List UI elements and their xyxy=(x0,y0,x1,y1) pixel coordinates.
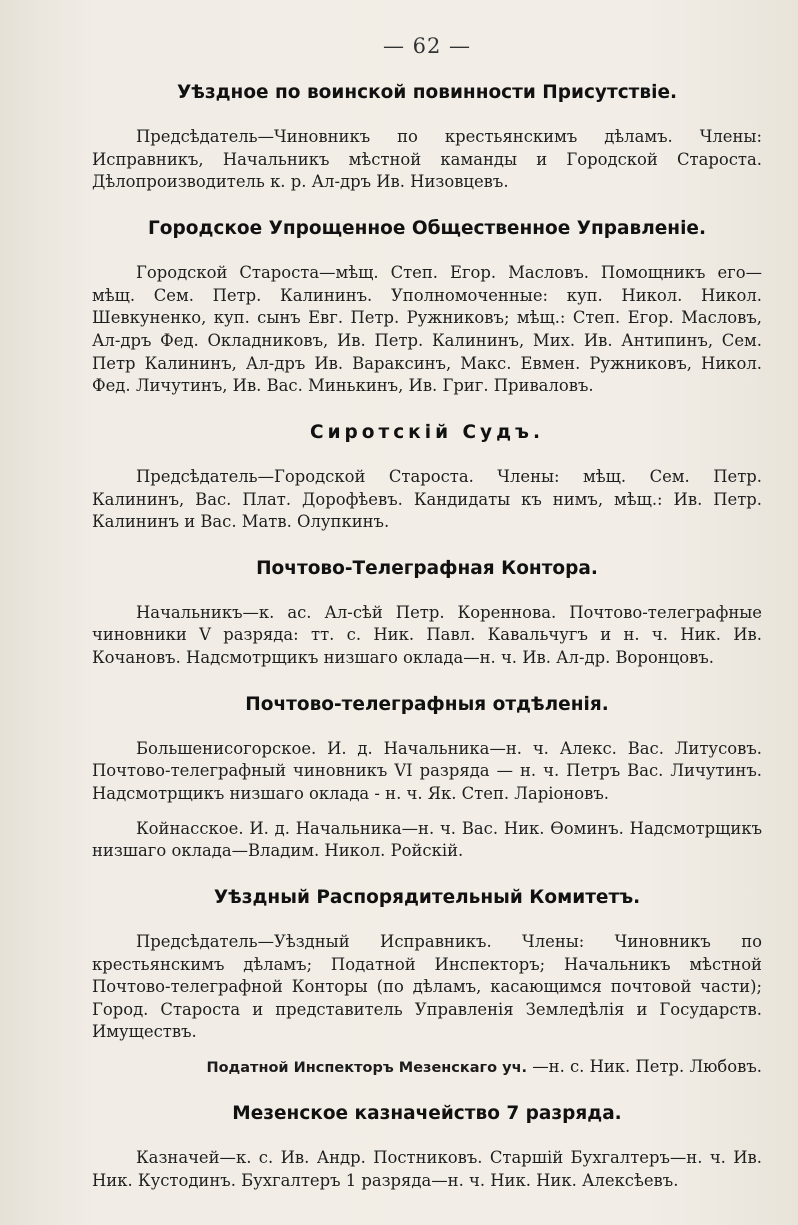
section-heading: Сиротскій Судъ. xyxy=(310,421,544,443)
section-heading: Уѣздный Распорядительный Комитетъ. xyxy=(213,886,641,908)
section-district-committee xyxy=(92,887,762,1079)
tax-inspector-name: —н. с. Ник. Петр. Любовъ. xyxy=(527,1056,762,1076)
section-paragraph: Большенисогорское. И. д. Начальника—н. ч. Алекс. Вас. Литусовъ. Почтово-телеграфный чиновникъ VI разряда — н. ч. Петръ Вас. Личутинъ. Надсмотрщикъ низшаго оклада - н. ч. Як. Степ. Ларіоновъ. xyxy=(92,738,762,804)
section-heading: Почтово-телеграфныя отдѣленія. xyxy=(245,693,609,715)
section-military-service-board xyxy=(92,82,762,194)
tax-inspector-title: Податной Инспекторъ Мезенскаго уч. xyxy=(206,1059,528,1076)
section-heading: Мезенское казначейство 7 разряда. xyxy=(232,1102,622,1124)
section-paragraph: Предсѣдатель—Уѣздный Исправникъ. Члены: Чиновникъ по крестьянскимъ дѣламъ; Податной Инспекторъ; Начальникъ мѣстной Почтово-телеграфной Конторы (по дѣламъ, касающимся почтовой части); Город. Староста и представитель Управленія Земледѣлія и Государств. Имуществъ. xyxy=(92,932,762,1042)
section-city-administration xyxy=(92,218,762,398)
section-paragraph: Городской Староста—мѣщ. Степ. Егор. Масловъ. Помощникъ его—мѣщ. Сем. Петр. Калининъ. Уполномоченные: куп. Никол. Никол. Шевкуненко, куп. сынъ Евг. Петр. Ружниковъ; мѣщ.: Степ. Егор. Масловъ, Ал-дръ Фед. Окладниковъ, Ив. Петр. Калининъ, Мих. Ив. Антипинъ, Сем. Петр Калининъ, Ал-дръ Ив. Вараксинъ, Макс. Евмен. Ружниковъ, Никол. Фед. Личутинъ, Ив. Вас. Минькинъ, Ив. Григ. Приваловъ. xyxy=(92,263,762,396)
section-heading: Уѣздное по воинской повинности Присутствіе. xyxy=(176,82,678,103)
section-post-telegraph-branches xyxy=(92,694,762,863)
section-paragraph: Предсѣдатель—Городской Староста. Члены: мѣщ. Сем. Петр. Калининъ, Вас. Плат. Дорофѣевъ. Кандидаты къ нимъ, мѣщ.: Ив. Петр. Калининъ и Вас. Матв. Олупкинъ. xyxy=(92,466,762,532)
section-orphan-court xyxy=(92,422,762,534)
section-heading: Городское Упрощенное Общественное Управленіе. xyxy=(148,217,706,239)
section-paragraph: Начальникъ—к. ас. Ал-сѣй Петр. Кореннова. Почтово-телеграфные чиновники V разряда: тт. с. Ник. Павл. Кавальчугъ и н. ч. Ник. Ив. Кочановъ. Надсмотрщикъ низшаго оклада—н. ч. Ив. Ал-др. Воронцовъ. xyxy=(92,602,762,668)
tax-inspector-line xyxy=(92,1056,762,1079)
section-paragraph: Койнасское. И. д. Начальника—н. ч. Вас. Ник. Ѳоминъ. Надсмотрщикъ низшаго оклада—Владим. Никол. Ройскій. xyxy=(92,818,762,861)
section-paragraph: Предсѣдатель—Чиновникъ по крестьянскимъ дѣламъ. Члены: Исправникъ, Начальникъ мѣстной каманды и Городской Староста. Дѣлопроизводитель к. р. Ал-дръ Ив. Низовцевъ. xyxy=(92,127,762,192)
section-paragraph: Казначей—к. с. Ив. Андр. Постниковъ. Старшій Бухгалтеръ—н. ч. Ив. Ник. Кустодинъ. Бухгалтеръ 1 разряда—н. ч. Ник. Ник. Алексѣевъ. xyxy=(92,1148,762,1190)
section-post-telegraph-office xyxy=(92,558,762,670)
section-treasury xyxy=(92,1103,762,1192)
section-heading: Почтово-Телеграфная Контора. xyxy=(256,557,598,579)
page-number: — 62 — xyxy=(382,34,472,58)
